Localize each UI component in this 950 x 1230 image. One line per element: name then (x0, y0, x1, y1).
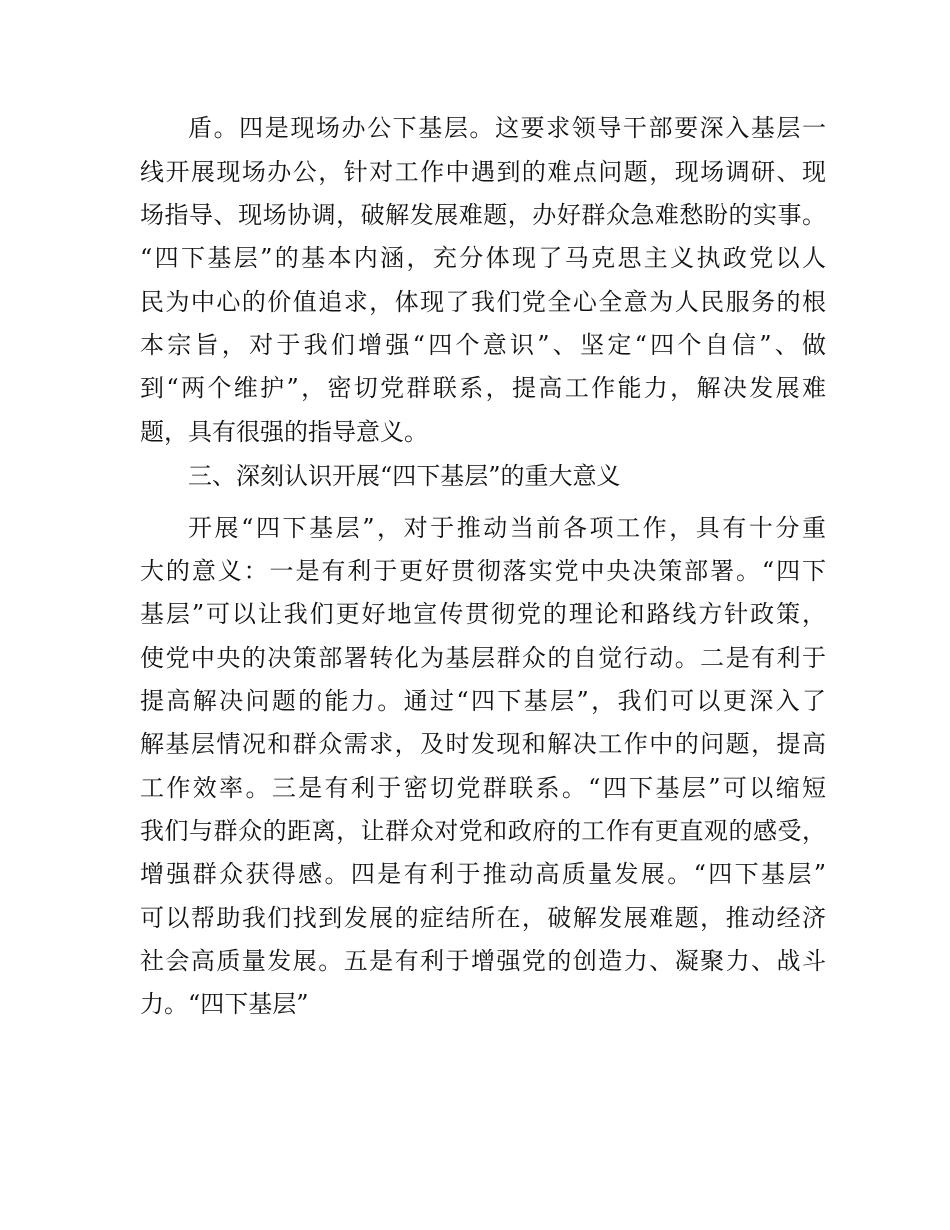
paragraph2-line-11: 社会高质量发展。五是有利于增强党的创造力、凝聚力、战斗 (140, 947, 826, 975)
paragraph2-line-12: 力。“四下基层” (140, 990, 309, 1018)
paragraph1-line-3: 场指导、现场协调，破解发展难题，办好群众急难愁盼的实事。 (140, 201, 826, 229)
paragraph1-line-1: 盾。四是现场办公下基层。这要求领导干部要深入基层一 (188, 114, 826, 142)
paragraph1-line-4: “四下基层”的基本内涵，充分体现了马克思主义执政党以人 (140, 244, 826, 272)
paragraph2-line-9: 增强群众获得感。四是有利于推动高质量发展。“四下基层” (140, 860, 826, 888)
paragraph2-line-2: 大的意义：一是有利于更好贯彻落实党中央决策部署。“四下 (140, 557, 826, 585)
paragraph1-line-5: 民为中心的价值追求，体现了我们党全心全意为人民服务的根 (140, 288, 826, 316)
paragraph2-line-8: 我们与群众的距离，让群众对党和政府的工作有更直观的感受， (140, 817, 826, 845)
paragraph2-line-10: 可以帮助我们找到发展的症结所在，破解发展难题，推动经济 (140, 904, 826, 932)
section-heading: 三、深刻认识开展“四下基层”的重大意义 (188, 462, 621, 490)
paragraph1-line-2: 线开展现场办公，针对工作中遇到的难点问题，现场调研、现 (140, 158, 826, 186)
paragraph2-line-6: 解基层情况和群众需求，及时发现和解决工作中的问题，提高 (140, 730, 826, 758)
paragraph2-line-7: 工作效率。三是有利于密切党群联系。“四下基层”可以缩短 (140, 774, 826, 802)
paragraph1-line-8: 题，具有很强的指导意义。 (140, 418, 428, 446)
paragraph2-line-1: 开展“四下基层”，对于推动当前各项工作，具有十分重 (188, 514, 826, 542)
paragraph1-line-6: 本宗旨，对于我们增强“四个意识”、坚定“四个自信”、做 (140, 331, 826, 359)
paragraph1-line-7: 到“两个维护”，密切党群联系，提高工作能力，解决发展难 (140, 374, 826, 402)
paragraph2-line-5: 提高解决问题的能力。通过“四下基层”，我们可以更深入了 (140, 687, 826, 715)
paragraph2-line-3: 基层”可以让我们更好地宣传贯彻党的理论和路线方针政策， (140, 600, 826, 628)
paragraph2-line-4: 使党中央的决策部署转化为基层群众的自觉行动。二是有利于 (140, 644, 826, 672)
